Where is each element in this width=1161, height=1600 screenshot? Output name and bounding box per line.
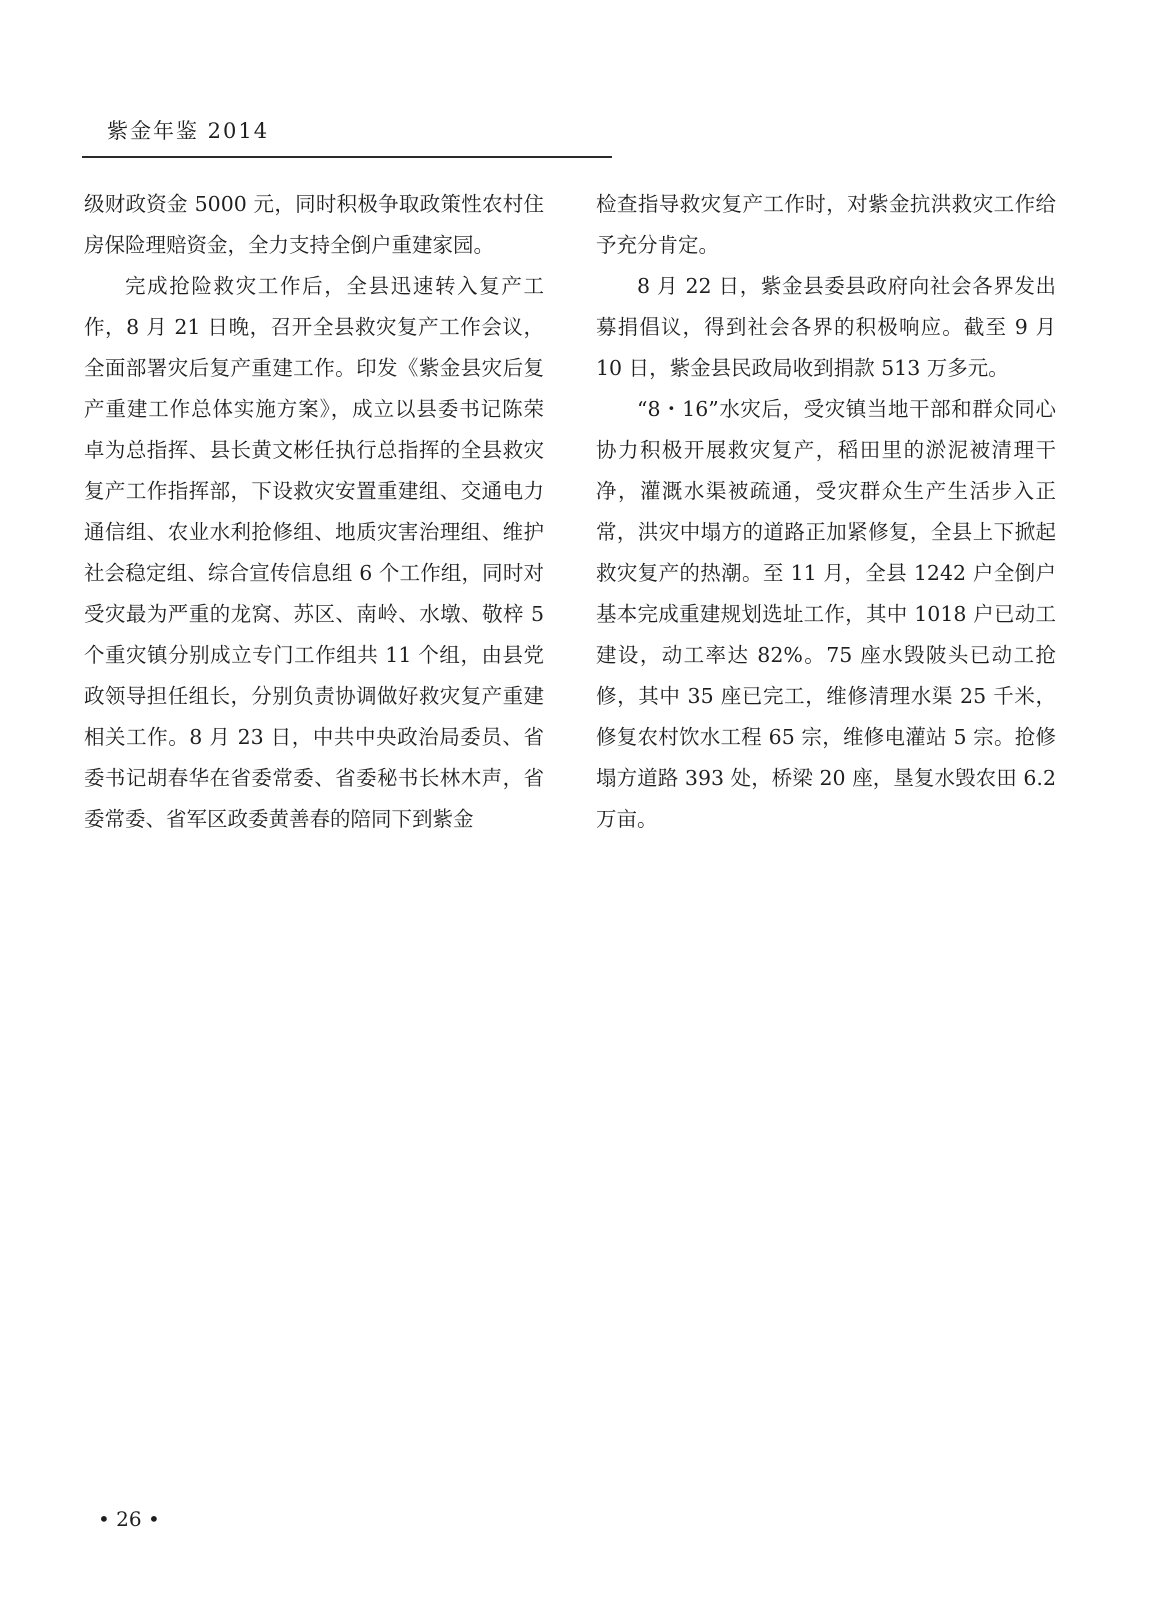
paragraph-recovery-work: 完成抢险救灾工作后，全县迅速转入复产工作，8 月 21 日晚，召开全县救灾复产工作会议，全面部署灾后复产重建工作。印发《紫金县灾后复产重建工作总体实施方案》，成立以县委书记陈荣卓为总指挥、县长黄文彬任执行总指挥的全县救灾复产工作指挥部，下设救灾安置重建组、交通电力通信组、农业水利抢修组、地质灾害治理组、维护社会稳定组、综合宣传信息组 6 个工作组，同时对受灾最为严重的龙窝、苏区、南岭、水墩、敬梓 5 个重灾镇分别成立专门工作组共 11 个组，由县党政领导担任组长，分别负责协调做好救灾复产重建相关工作。8 月 23 日，中共中央政治局委员、省委书记胡春华在省委常委、省委秘书长林木声，省委常委、省军区政委黄善春的陪同下到紫金 — [84, 274, 544, 831]
paragraph-inspection-continuation: 检查指导救灾复产工作时，对紫金抗洪救灾工作给予充分肯定。 — [596, 192, 1056, 257]
right-column — [596, 184, 1056, 840]
left-column — [84, 184, 544, 840]
paragraph-continuation: 级财政资金 5000 元，同时积极争取政策性农村住房保险理赔资金，全力支持全倒户重建家园。 — [84, 192, 544, 257]
paragraph-donation-appeal: 8 月 22 日，紫金县委县政府向社会各界发出募捐倡议，得到社会各界的积极响应。截至 9 月 10 日，紫金县民政局收到捐款 513 万多元。 — [596, 274, 1056, 380]
paragraph-reconstruction-progress: “8・16”水灾后，受灾镇当地干部和群众同心协力积极开展救灾复产，稻田里的淤泥被清理干净，灌溉水渠被疏通，受灾群众生产生活步入正常，洪灾中塌方的道路正加紧修复，全县上下掀起救灾复产的热潮。至 11 月，全县 1242 户全倒户基本完成重建规划选址工作，其中 1018 户已动工建设，动工率达 82%。75 座水毁陂头已动工抢修，其中 35 座已完工，维修清理水渠 25 千米，修复农村饮水工程 65 宗，维修电灌站 5 宗。抢修塌方道路 393 处，桥梁 20 座，垦复水毁农田 6.2 万亩。 — [596, 397, 1056, 831]
header-rule — [82, 156, 612, 158]
page-number: • 26 • — [98, 1507, 160, 1531]
running-header-title: 紫金年鉴 2014 — [107, 119, 270, 143]
